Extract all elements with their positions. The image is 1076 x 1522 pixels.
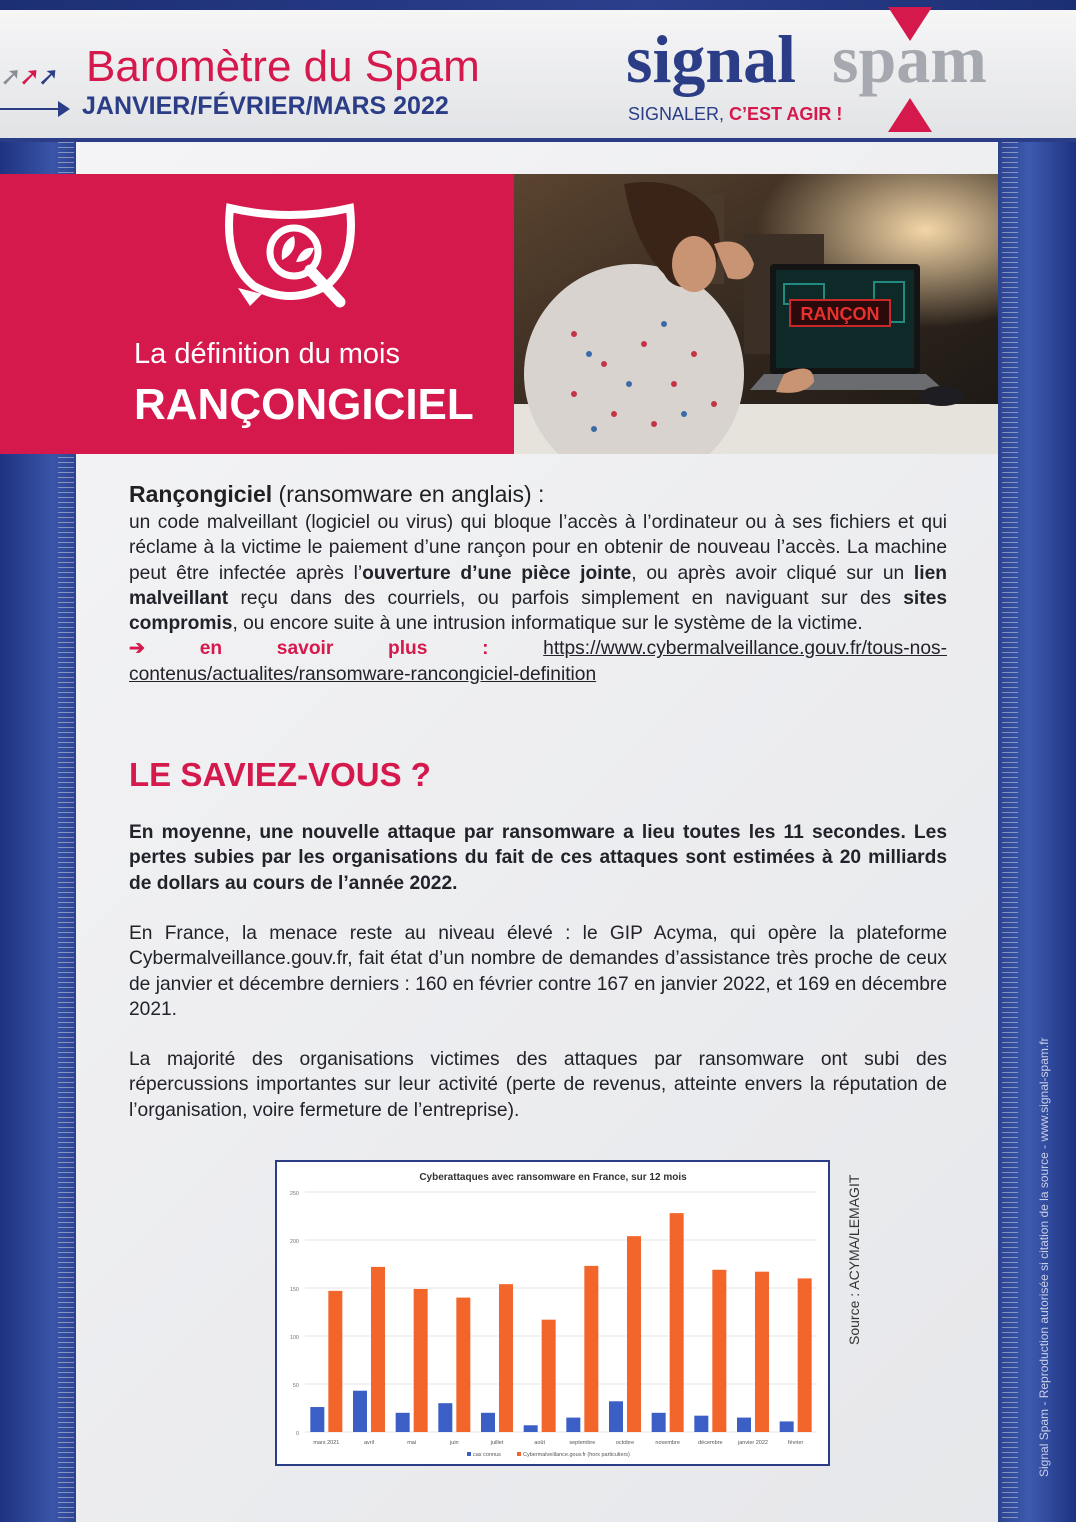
definition-text-2: , ou après avoir cliqué sur un	[631, 562, 914, 584]
banner-label: La définition du mois	[134, 338, 400, 370]
slogan	[628, 104, 842, 125]
chart-bar-cyber	[499, 1284, 513, 1432]
chart-ytick: 250	[289, 1191, 299, 1197]
chart-bar-known	[609, 1401, 623, 1432]
definition-bold-1: ouverture d’une pièce jointe	[362, 562, 632, 584]
chart-xtick: décembre	[698, 1440, 723, 1446]
chart-legend-label: Cybermalveillance.gouv.fr (hors particuliers)	[523, 1452, 630, 1458]
chart-ytick: 100	[289, 1335, 299, 1341]
arrow-line	[0, 108, 62, 110]
saviez-paragraph-2: En France, la menace reste au niveau élevé : le GIP Acyma, qui opère la plateforme Cybermalveillance.gouv.fr, fait état d’un nombre de demandes d’assistance très proche de ceux de janvier et décembre derniers : 160 en février contre 167 en janvier 2022, et 169 en décembre 2021.	[129, 923, 947, 1020]
chart-canvas	[277, 1162, 828, 1464]
chart-xtick: octobre	[615, 1440, 635, 1446]
chart-xtick: janvier 2022	[738, 1440, 768, 1446]
chart-bar-cyber	[755, 1272, 769, 1432]
logo-spam: spam	[832, 21, 987, 97]
definition-text-4: , ou encore suite à une intrusion informatique sur le système de la victime.	[232, 613, 863, 635]
arrows-icon: ➚➚➚	[0, 62, 57, 92]
logo-signal: signal	[626, 21, 797, 97]
chart-bar-cyber	[456, 1298, 470, 1432]
saviez-paragraph-3: La majorité des organisations victimes des attaques par ransomware ont subi des répercussions importantes sur leur activité (perte de revenus, atteinte envers la réputation de l’organisation, voire fermeture de l’entreprise).	[129, 1049, 947, 1121]
chart-bar-cyber	[798, 1278, 812, 1432]
definition-body	[129, 510, 947, 687]
header-title: Baromètre du Spam	[86, 42, 480, 91]
chart-bar-known	[481, 1413, 495, 1432]
chart-legend-label: cas connus	[473, 1452, 501, 1458]
chart-xtick: juillet	[490, 1440, 504, 1446]
definition-bold-3: sites compromis	[129, 587, 947, 635]
chart-xtick: septembre	[569, 1440, 596, 1446]
chart-bar-known	[694, 1416, 708, 1432]
definition-text-3: reçu dans des courriels, ou parfois simplement en naviguant sur des	[228, 587, 904, 609]
chart-xtick: mars 2021	[313, 1440, 340, 1446]
definition-text-1: un code malveillant (logiciel ou virus) qui bloque l’accès à l’ordinateur ou à ses fichiers et qui réclame à la victime le paiement d’une rançon pour en obtenir de nouveau l’accès. La machine peut être infectée après l’	[129, 512, 947, 584]
chart-xtick: février	[788, 1440, 804, 1446]
chart-legend-swatch	[467, 1452, 471, 1456]
chart-source: Source : ACYMA/LEMAGIT	[846, 1174, 862, 1345]
chart-bar-known	[310, 1407, 324, 1432]
chart-bar-cyber	[542, 1320, 556, 1432]
chart-ytick: 0	[295, 1431, 299, 1437]
chart-legend-swatch	[517, 1452, 521, 1456]
chart-xtick: avril	[363, 1440, 375, 1446]
slogan-part2: C’EST AGIR !	[729, 104, 843, 124]
chart-bar-cyber	[414, 1289, 428, 1432]
more-label: ➔ en savoir plus :	[129, 638, 489, 660]
chart-bar-cyber	[712, 1270, 726, 1432]
slogan-part1: SIGNALER,	[628, 104, 730, 124]
chart-bar-cyber	[371, 1267, 385, 1432]
ransom-photo	[514, 174, 998, 454]
chart-bar-cyber	[670, 1213, 684, 1432]
more-link[interactable]: https://www.cybermalveillance.gouv.fr/tous-nos-contenus/actualites/ransomware-rancongiciel-definition	[129, 638, 947, 685]
definition-bold-2: lien malveillant	[129, 562, 947, 609]
definition-term: Rançongiciel	[129, 481, 273, 507]
chart-ytick: 150	[289, 1287, 299, 1293]
chart-bar-cyber	[584, 1266, 598, 1432]
chart-ytick: 200	[289, 1239, 299, 1245]
chart-bar-known	[524, 1425, 538, 1432]
chart-bar-cyber	[328, 1291, 342, 1432]
chart-bar-known	[396, 1413, 410, 1432]
owl-magnifier-icon	[222, 202, 358, 312]
chart-bar-cyber	[627, 1236, 641, 1432]
ransomware-chart	[275, 1160, 830, 1466]
chart-bar-known	[652, 1413, 666, 1432]
chart-bar-known	[566, 1418, 580, 1432]
chart-xtick: novembre	[655, 1440, 680, 1446]
arrow-right-icon	[58, 101, 70, 117]
definition-term-note: (ransomware en anglais) :	[272, 481, 545, 507]
right-ruler	[1002, 142, 1018, 1522]
chart-ytick: 50	[292, 1383, 299, 1389]
chart-bar-known	[780, 1421, 794, 1432]
chart-bar-known	[737, 1418, 751, 1432]
chart-xtick: août	[534, 1440, 546, 1446]
ransom-screen-text: RANÇON	[800, 304, 880, 324]
chart-bar-known	[438, 1403, 452, 1432]
chart-xtick: mai	[407, 1440, 417, 1446]
chart-title: Cyberattaques avec ransomware en France, sur 12 mois	[419, 1172, 687, 1183]
chart-bar-known	[353, 1391, 367, 1432]
header-subtitle: JANVIER/FÉVRIER/MARS 2022	[82, 92, 449, 120]
banner-term: RANÇONGICIEL	[134, 380, 474, 429]
chart-xtick: juin	[450, 1440, 459, 1446]
saviez-bold-paragraph: En moyenne, une nouvelle attaque par ransomware a lieu toutes les 11 secondes. Les pertes subies par les organisations du fait de ces attaques sont estimées à 20 milliards de dollars au cours de l’année 2022.	[129, 822, 947, 894]
saviez-title: LE SAVIEZ-VOUS ?	[129, 756, 431, 793]
definition-title	[129, 481, 544, 508]
reproduction-notice: Signal Spam - Reproduction autorisée si citation de la source - www.signal-spam.fr	[1037, 1037, 1051, 1477]
logo-triangle-bottom	[888, 98, 932, 132]
